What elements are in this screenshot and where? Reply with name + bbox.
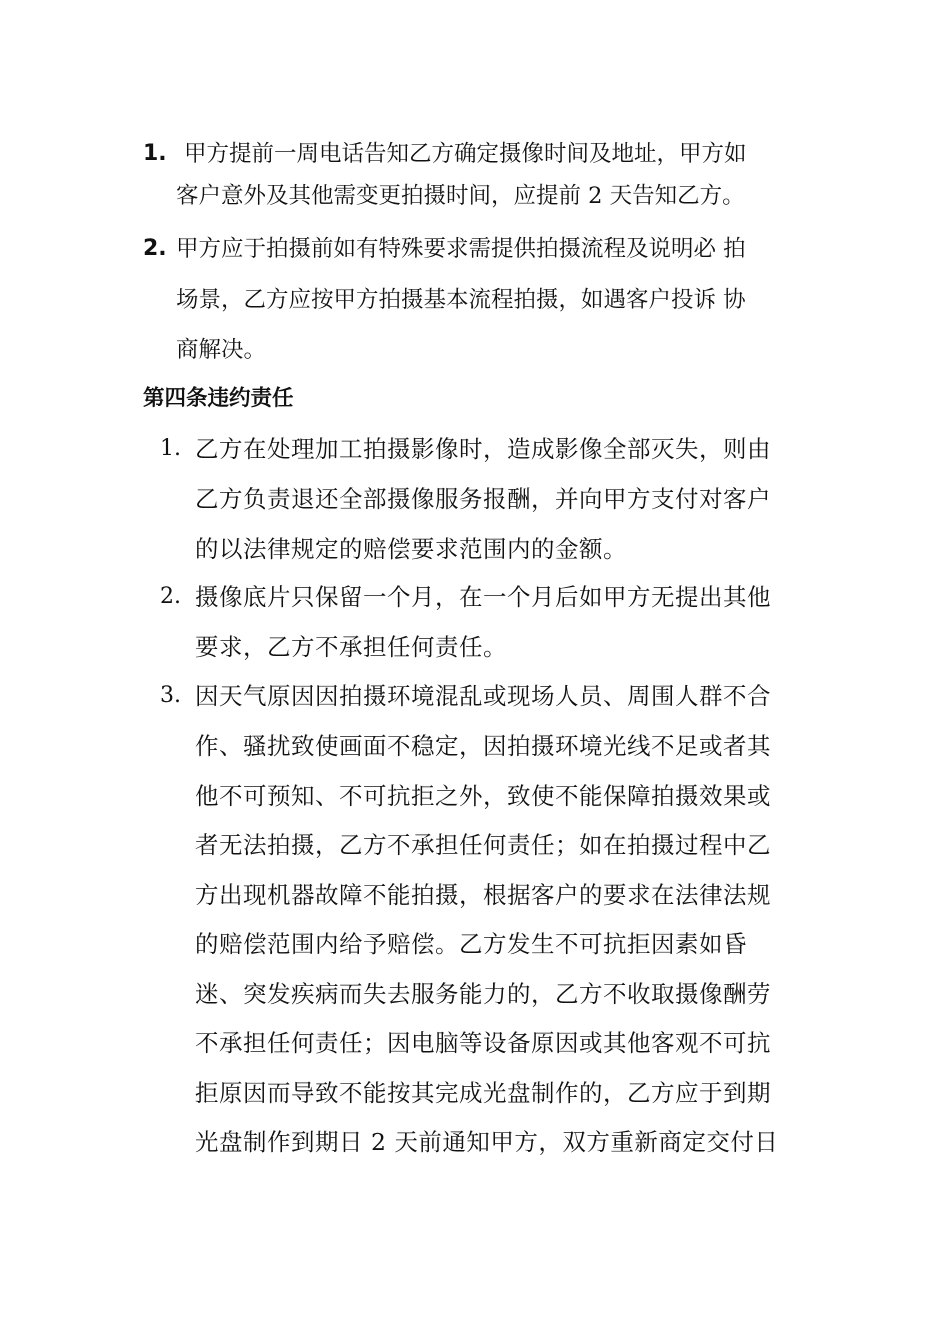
paragraph-line: 拒原因而导致不能按其完成光盘制作的，乙方应于到期 — [195, 1079, 771, 1107]
paragraph-line: 客户意外及其他需变更拍摄时间，应提前 2 天告知乙方。 — [176, 183, 745, 209]
paragraph-line: 光盘制作到期日 2 天前通知甲方，双方重新商定交付日 — [195, 1128, 779, 1156]
paragraph-line: 的以法律规定的赔偿要求范围内的金额。 — [195, 535, 627, 563]
paragraph-line: 方出现机器故障不能拍摄，根据客户的要求在法律法规 — [195, 881, 771, 909]
list-item-number: 2. — [160, 584, 181, 609]
paragraph-line: 乙方负责退还全部摄像服务报酬，并向甲方支付对客户 — [195, 485, 771, 513]
list-item-number: 1. — [160, 436, 181, 461]
paragraph-line: 摄像底片只保留一个月，在一个月后如甲方无提出其他 — [195, 583, 771, 611]
paragraph-line: 迷、突发疾病而失去服务能力的，乙方不收取摄像酬劳 — [195, 980, 771, 1008]
paragraph-line: 甲方应于拍摄前如有特殊要求需提供拍摄流程及说明必 拍 — [176, 236, 746, 262]
paragraph-line: 场景，乙方应按甲方拍摄基本流程拍摄，如遇客户投诉 协 — [176, 287, 746, 313]
paragraph-line: 的赔偿范围内给予赔偿。乙方发生不可抗拒因素如昏 — [195, 930, 747, 958]
paragraph-line: 商解决。 — [176, 337, 267, 363]
paragraph-line: 乙方在处理加工拍摄影像时，造成影像全部灭失，则由 — [195, 435, 771, 463]
paragraph-line: 作、骚扰致使画面不稳定，因拍摄环境光线不足或者其 — [195, 732, 771, 760]
paragraph-line: 他不可预知、不可抗拒之外，致使不能保障拍摄效果或 — [195, 782, 771, 810]
paragraph-line: 因天气原因因拍摄环境混乱或现场人员、周围人群不合 — [195, 682, 771, 710]
section-heading: 第四条违约责任 — [143, 386, 294, 411]
paragraph-line: 不承担任何责任；因电脑等设备原因或其他客观不可抗 — [195, 1029, 771, 1057]
paragraph-line: 要求，乙方不承担任何责任。 — [195, 633, 507, 661]
list-item-number: 2. — [143, 236, 167, 261]
list-item-number: 3. — [160, 683, 181, 708]
list-item-number: 1. — [143, 141, 167, 166]
paragraph-line: 者无法拍摄，乙方不承担任何责任；如在拍摄过程中乙 — [195, 831, 771, 859]
paragraph-line: 甲方提前一周电话告知乙方确定摄像时间及地址，甲方如 — [184, 141, 747, 167]
